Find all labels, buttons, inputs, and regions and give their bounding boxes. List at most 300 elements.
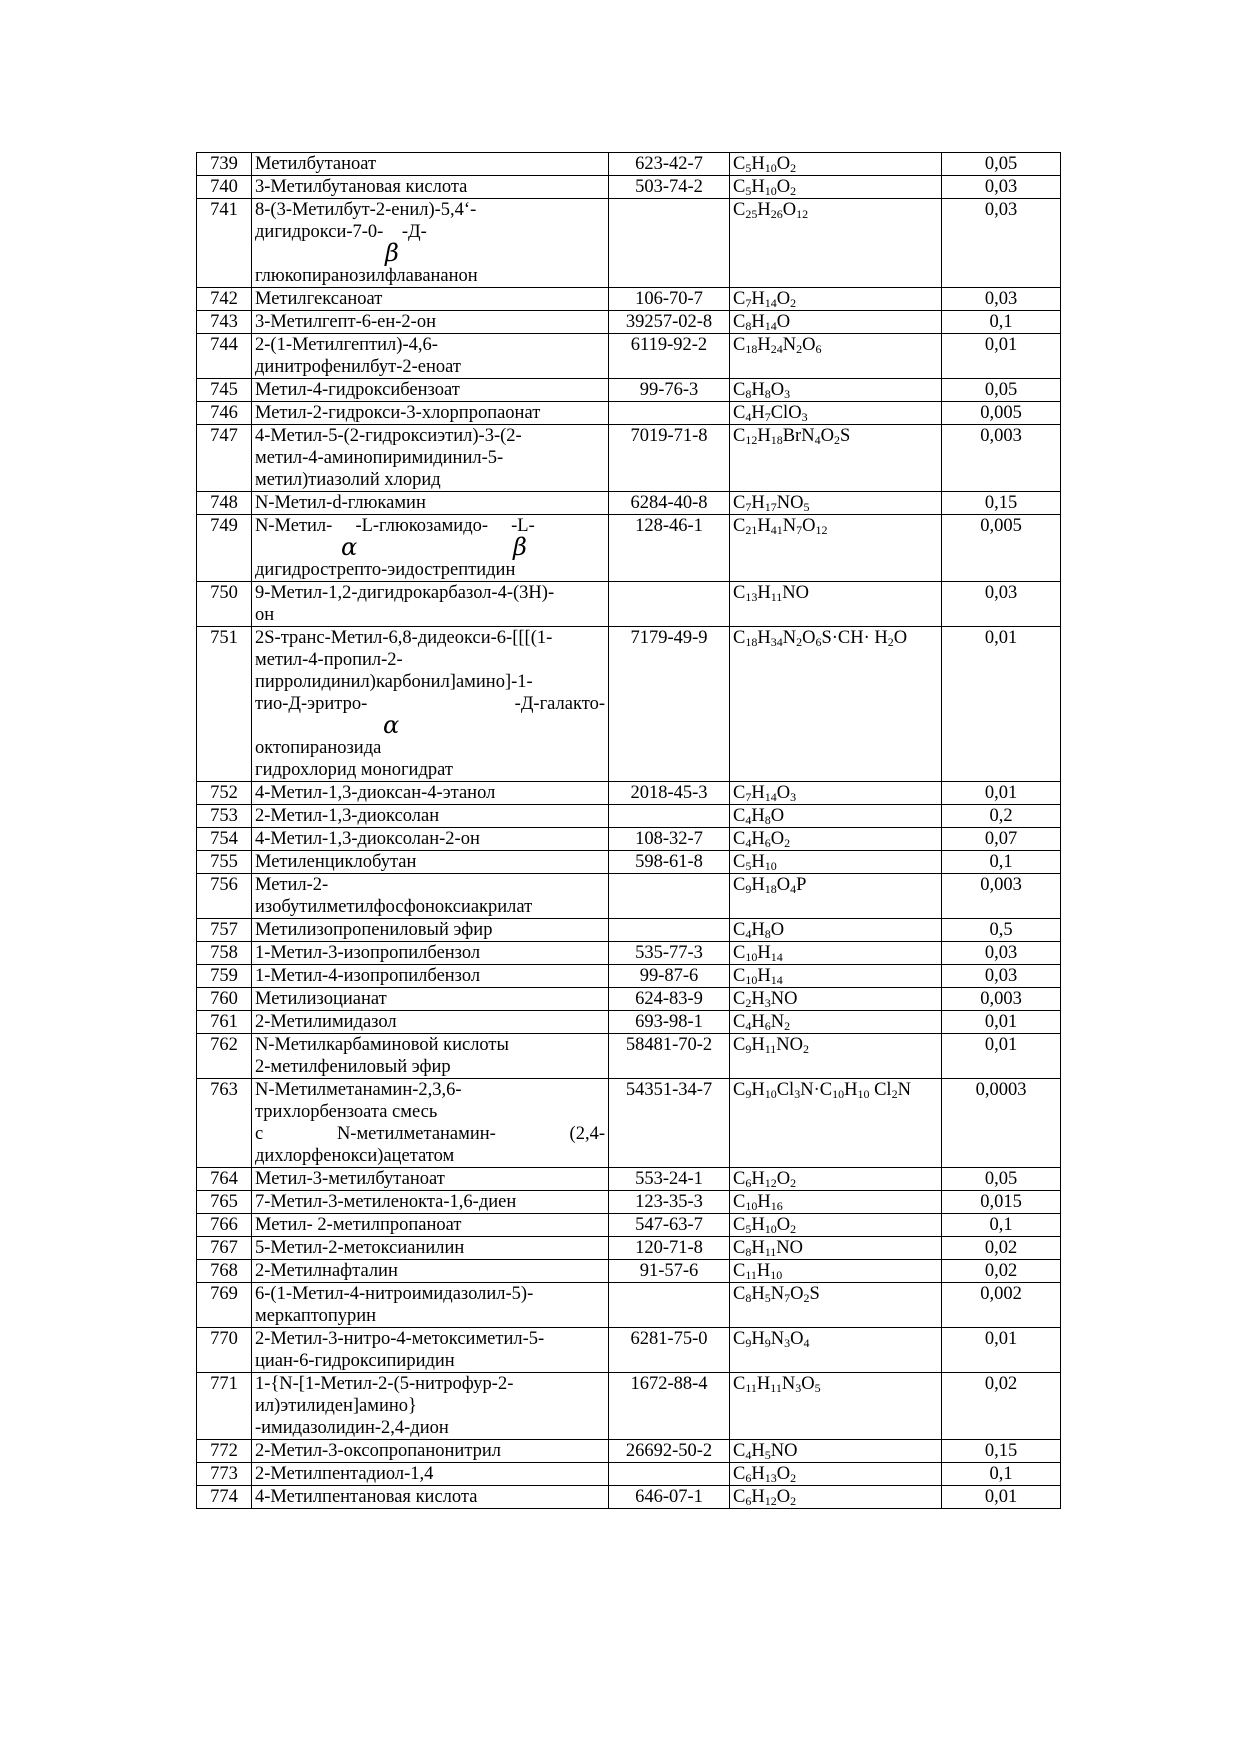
name-part: с — [255, 1124, 264, 1144]
formula-subscript: 7 — [745, 296, 752, 310]
formula-symbol: ClO — [770, 403, 802, 423]
row-number: 767 — [197, 1237, 252, 1260]
name-line: Метиленциклобутан — [255, 852, 417, 872]
concentration-value: 0,03 — [942, 288, 1061, 311]
cas-number: 39257-02-8 — [609, 311, 730, 334]
formula-symbol: O — [801, 1374, 815, 1394]
concentration-value: 0,1 — [942, 1214, 1061, 1237]
cas-number: 1672-88-4 — [609, 1373, 730, 1440]
name-line: Метил-2-гидрокси-3-хлорпропаонат — [255, 403, 541, 423]
formula-subscript: 14 — [770, 950, 783, 964]
molecular-formula — [730, 492, 942, 515]
formula-symbol: H — [751, 1329, 765, 1349]
molecular-formula — [730, 334, 942, 379]
formula-symbol: BrN — [782, 426, 815, 446]
formula-symbol: C — [733, 312, 746, 332]
formula-symbol: C — [733, 1215, 746, 1235]
molecular-formula — [730, 874, 942, 919]
formula-symbol: O — [776, 783, 791, 803]
table-row — [197, 919, 1061, 942]
formula-symbol: NO — [782, 583, 810, 603]
formula-symbol: H — [757, 1192, 771, 1212]
substance-name — [252, 1011, 609, 1034]
name-line: 4-Метил-1,3-диоксолан-2-он — [255, 829, 480, 849]
cas-number — [609, 402, 730, 425]
formula-symbol: H — [751, 380, 765, 400]
table-row — [197, 1168, 1061, 1191]
formula-subscript: 9 — [764, 1336, 771, 1350]
molecular-formula — [730, 176, 942, 199]
formula-subscript: 5 — [745, 859, 752, 873]
cas-number: 646-07-1 — [609, 1486, 730, 1509]
row-number: 739 — [197, 153, 252, 176]
concentration-value: 0,005 — [942, 515, 1061, 582]
formula-subscript: 3 — [784, 1336, 791, 1350]
formula-subscript: 6 — [764, 836, 771, 850]
formula-symbol: H — [751, 1487, 765, 1507]
substance-name — [252, 334, 609, 379]
name-line: 2S-транс-Метил-6,8-дидеокси-6-[[[(1- — [255, 628, 553, 648]
row-number: 741 — [197, 199, 252, 288]
formula-symbol: O — [770, 806, 785, 826]
molecular-formula — [730, 199, 942, 288]
molecular-formula — [730, 1214, 942, 1237]
table-row — [197, 874, 1061, 919]
name-line: Метил-4-гидроксибензоат — [255, 380, 460, 400]
table-row — [197, 1034, 1061, 1079]
formula-subscript: 2 — [887, 635, 894, 649]
concentration-value: 0,01 — [942, 334, 1061, 379]
name-line: -имидазолидин-2,4-дион — [255, 1418, 449, 1438]
formula-symbol: H — [757, 200, 771, 220]
concentration-value: 0,01 — [942, 627, 1061, 782]
formula-subscript: 10 — [764, 161, 777, 175]
formula-subscript: 5 — [814, 1381, 821, 1395]
molecular-formula — [730, 988, 942, 1011]
row-number: 770 — [197, 1328, 252, 1373]
formula-subscript: 14 — [770, 973, 783, 987]
name-line: 2-Метилнафталин — [255, 1261, 398, 1281]
substance-table — [196, 152, 1061, 1509]
molecular-formula — [730, 1440, 942, 1463]
molecular-formula — [730, 515, 942, 582]
formula-subscript: 2 — [790, 296, 797, 310]
formula-symbol: C — [733, 516, 746, 536]
formula-symbol: O — [770, 920, 785, 940]
formula-symbol: N — [770, 1012, 785, 1032]
concentration-value: 0,15 — [942, 1440, 1061, 1463]
substance-name — [252, 1260, 609, 1283]
substance-name — [252, 492, 609, 515]
formula-symbol: S·CH· H — [821, 628, 888, 648]
formula-subscript: 10 — [745, 950, 758, 964]
formula-subscript: 2 — [790, 184, 797, 198]
name-line: 2-(1-Метилгептил)-4,6- — [255, 335, 438, 355]
formula-symbol: H — [756, 1374, 771, 1394]
formula-subscript: 3 — [801, 410, 808, 424]
table-row — [197, 1440, 1061, 1463]
name-line: Метилизоцианат — [255, 989, 387, 1009]
formula-symbol: H — [757, 426, 771, 446]
formula-subscript: 5 — [745, 161, 752, 175]
table-row — [197, 199, 1061, 288]
cas-number: 91-57-6 — [609, 1260, 730, 1283]
table-row — [197, 1011, 1061, 1034]
formula-subscript: 7 — [745, 790, 752, 804]
greek-symbol: α — [383, 711, 400, 739]
table-row — [197, 1191, 1061, 1214]
cas-number — [609, 1283, 730, 1328]
concentration-value: 0,1 — [942, 1463, 1061, 1486]
row-number: 771 — [197, 1373, 252, 1440]
row-number: 768 — [197, 1260, 252, 1283]
table-row — [197, 515, 1061, 582]
molecular-formula — [730, 1079, 942, 1168]
substance-name — [252, 988, 609, 1011]
formula-subscript: 2 — [790, 1222, 797, 1236]
formula-symbol: C — [733, 1080, 746, 1100]
formula-subscript: 25 — [745, 207, 758, 221]
molecular-formula — [730, 425, 942, 492]
formula-subscript: 41 — [770, 523, 783, 537]
table-row — [197, 425, 1061, 492]
concentration-value: 0,0003 — [942, 1079, 1061, 1168]
formula-symbol: C — [733, 875, 746, 895]
formula-subscript: 11 — [745, 1268, 757, 1282]
row-number: 774 — [197, 1486, 252, 1509]
formula-symbol: C — [733, 583, 746, 603]
name-line: 3-Метилбутановая кислота — [255, 177, 468, 197]
name-line: 3-Метилгепт-6-ен-2-он — [255, 312, 436, 332]
table-body — [197, 153, 1061, 1509]
cas-number: 553-24-1 — [609, 1168, 730, 1191]
cas-number: 26692-50-2 — [609, 1440, 730, 1463]
name-line: Метилбутаноат — [255, 154, 377, 174]
formula-subscript: 8 — [745, 1245, 752, 1259]
formula-symbol: O — [776, 154, 791, 174]
formula-subscript: 9 — [745, 882, 752, 896]
molecular-formula — [730, 1011, 942, 1034]
formula-symbol: C — [733, 1169, 746, 1189]
row-number: 749 — [197, 515, 252, 582]
formula-symbol: H — [757, 628, 771, 648]
molecular-formula — [730, 379, 942, 402]
concentration-value: 0,05 — [942, 379, 1061, 402]
formula-subscript: 4 — [790, 882, 797, 896]
formula-symbol: O — [776, 312, 791, 332]
cas-number: 624-83-9 — [609, 988, 730, 1011]
formula-symbol: NO — [770, 989, 798, 1009]
molecular-formula — [730, 1034, 942, 1079]
formula-symbol: H — [751, 403, 765, 423]
formula-symbol: C — [733, 1329, 746, 1349]
formula-symbol: H — [751, 852, 765, 872]
formula-subscript: 18 — [745, 635, 758, 649]
row-number: 743 — [197, 311, 252, 334]
formula-symbol: O — [770, 829, 785, 849]
table-row — [197, 1283, 1061, 1328]
formula-symbol: O — [820, 426, 834, 446]
greek-symbol-line — [255, 533, 605, 561]
formula-symbol: N — [770, 1284, 785, 1304]
row-number: 750 — [197, 582, 252, 627]
table-row — [197, 176, 1061, 199]
molecular-formula — [730, 851, 942, 874]
formula-subscript: 3 — [764, 996, 771, 1010]
table-row — [197, 942, 1061, 965]
cas-number: 58481-70-2 — [609, 1034, 730, 1079]
name-line: метил)тиазолий хлорид — [255, 470, 441, 490]
table-row — [197, 988, 1061, 1011]
formula-subscript: 10 — [764, 1087, 777, 1101]
cas-number: 7179-49-9 — [609, 627, 730, 782]
formula-symbol: Cl — [776, 1080, 795, 1100]
formula-subscript: 14 — [764, 319, 777, 333]
formula-subscript: 9 — [745, 1042, 752, 1056]
formula-symbol: H — [751, 783, 765, 803]
cas-number: 6284-40-8 — [609, 492, 730, 515]
cas-number — [609, 874, 730, 919]
formula-subscript: 2 — [803, 1042, 810, 1056]
row-number: 755 — [197, 851, 252, 874]
row-number: 759 — [197, 965, 252, 988]
molecular-formula — [730, 288, 942, 311]
concentration-value: 0,01 — [942, 1328, 1061, 1373]
formula-symbol: N — [897, 1080, 911, 1100]
concentration-value: 0,01 — [942, 1034, 1061, 1079]
name-line: Метил- 2-метилпропаноат — [255, 1215, 462, 1235]
formula-subscript: 6 — [745, 1494, 752, 1508]
table-row — [197, 805, 1061, 828]
concentration-value: 0,01 — [942, 1011, 1061, 1034]
formula-symbol: N — [782, 628, 797, 648]
formula-symbol: C — [733, 1035, 746, 1055]
name-line: 2-Метил-3-нитро-4-метоксиметил-5- — [255, 1329, 545, 1349]
table-row — [197, 1463, 1061, 1486]
formula-symbol: C — [733, 829, 746, 849]
name-line: ил)этилиден]амино} — [255, 1396, 417, 1416]
concentration-value: 0,1 — [942, 311, 1061, 334]
formula-symbol: O — [802, 335, 816, 355]
formula-subscript: 2 — [796, 635, 803, 649]
concentration-value: 0,01 — [942, 1486, 1061, 1509]
name-line: метил-4-аминопиримидинил-5- — [255, 448, 504, 468]
formula-symbol: H — [751, 806, 765, 826]
name-line — [255, 1123, 605, 1145]
formula-symbol: C — [733, 1192, 746, 1212]
formula-symbol: C — [733, 335, 746, 355]
substance-name — [252, 1034, 609, 1079]
formula-subscript: 13 — [745, 590, 758, 604]
formula-symbol: C — [733, 783, 746, 803]
formula-symbol: O — [776, 1169, 791, 1189]
formula-subscript: 5 — [745, 184, 752, 198]
formula-subscript: 10 — [764, 184, 777, 198]
concentration-value: 0,02 — [942, 1373, 1061, 1440]
cas-number: 54351-34-7 — [609, 1079, 730, 1168]
molecular-formula — [730, 919, 942, 942]
name-line: пирролидинил)карбонил]амино]-1- — [255, 672, 533, 692]
row-number: 742 — [197, 288, 252, 311]
name-line: 1-Метил-3-изопропилбензол — [255, 943, 481, 963]
name-line: 4-Метил-1,3-диоксан-4-этанол — [255, 783, 496, 803]
formula-subscript: 9 — [745, 1087, 752, 1101]
row-number: 751 — [197, 627, 252, 782]
cas-number — [609, 582, 730, 627]
formula-symbol: C — [733, 806, 746, 826]
row-number: 752 — [197, 782, 252, 805]
concentration-value: 0,05 — [942, 153, 1061, 176]
substance-name — [252, 1191, 609, 1214]
formula-symbol: H — [751, 154, 765, 174]
formula-symbol: H — [751, 1464, 765, 1484]
formula-subscript: 6 — [815, 635, 822, 649]
cas-number: 693-98-1 — [609, 1011, 730, 1034]
table-row — [197, 1486, 1061, 1509]
formula-symbol: C — [733, 403, 746, 423]
substance-name — [252, 379, 609, 402]
row-number: 764 — [197, 1168, 252, 1191]
name-line: глюкопиранозилфлавананон — [255, 266, 478, 286]
name-line: 4-Метилпентановая кислота — [255, 1487, 478, 1507]
formula-subscript: 2 — [745, 996, 752, 1010]
cas-number: 6281-75-0 — [609, 1328, 730, 1373]
formula-symbol: O — [776, 289, 791, 309]
formula-symbol: H — [751, 875, 765, 895]
formula-subscript: 9 — [745, 1336, 752, 1350]
formula-symbol: H — [751, 829, 765, 849]
cas-number: 120-71-8 — [609, 1237, 730, 1260]
formula-subscript: 4 — [745, 410, 752, 424]
formula-symbol: O — [802, 516, 816, 536]
molecular-formula — [730, 1260, 942, 1283]
formula-symbol: C — [733, 154, 746, 174]
molecular-formula — [730, 582, 942, 627]
concentration-value: 0,03 — [942, 176, 1061, 199]
substance-name — [252, 805, 609, 828]
cas-number — [609, 1463, 730, 1486]
row-number: 753 — [197, 805, 252, 828]
cas-number: 108-32-7 — [609, 828, 730, 851]
cas-number: 123-35-3 — [609, 1191, 730, 1214]
substance-name — [252, 1237, 609, 1260]
cas-number: 535-77-3 — [609, 942, 730, 965]
name-line: Метил-2- — [255, 875, 329, 895]
formula-subscript: 2 — [790, 161, 797, 175]
concentration-value: 0,05 — [942, 1168, 1061, 1191]
formula-subscript: 17 — [764, 500, 777, 514]
formula-symbol: NO — [770, 1441, 798, 1461]
formula-subscript: 8 — [745, 387, 752, 401]
formula-symbol: NO — [776, 1035, 804, 1055]
row-number: 740 — [197, 176, 252, 199]
name-line: 4-Метил-5-(2-гидроксиэтил)-3-(2- — [255, 426, 522, 446]
formula-subscript: 3 — [795, 1381, 802, 1395]
formula-symbol: O — [790, 1284, 804, 1304]
molecular-formula — [730, 965, 942, 988]
greek-symbol-line — [255, 239, 605, 267]
formula-subscript: 18 — [770, 433, 783, 447]
greek-symbol: α — [341, 533, 358, 561]
substance-name — [252, 1373, 609, 1440]
cas-number — [609, 805, 730, 828]
name-line: 7-Метил-3-метиленокта-1,6-диен — [255, 1192, 517, 1212]
name-line: изобутилметилфосфоноксиакрилат — [255, 897, 533, 917]
row-number: 747 — [197, 425, 252, 492]
formula-symbol: O — [776, 1487, 791, 1507]
formula-subscript: 6 — [745, 1176, 752, 1190]
name-line: меркаптопурин — [255, 1306, 377, 1326]
table-row — [197, 288, 1061, 311]
formula-subscript: 11 — [770, 590, 783, 604]
substance-name — [252, 582, 609, 627]
formula-symbol: H — [757, 583, 771, 603]
formula-subscript: 5 — [764, 1448, 771, 1462]
cas-number: 99-87-6 — [609, 965, 730, 988]
molecular-formula — [730, 1463, 942, 1486]
formula-symbol: Cl — [869, 1080, 892, 1100]
table-row — [197, 402, 1061, 425]
substance-name — [252, 199, 609, 288]
table-row — [197, 1237, 1061, 1260]
row-number: 756 — [197, 874, 252, 919]
formula-subscript: 8 — [764, 927, 771, 941]
cas-number: 7019-71-8 — [609, 425, 730, 492]
formula-symbol: H — [757, 335, 771, 355]
formula-symbol: H — [751, 289, 765, 309]
name-line: N-Метилкарбаминовой кислоты — [255, 1035, 509, 1055]
row-number: 773 — [197, 1463, 252, 1486]
name-line: 2-Метил-3-оксопропанонитрил — [255, 1441, 502, 1461]
row-number: 744 — [197, 334, 252, 379]
formula-subscript: 12 — [764, 1176, 777, 1190]
substance-name — [252, 1486, 609, 1509]
formula-subscript: 4 — [745, 1448, 752, 1462]
molecular-formula — [730, 1373, 942, 1440]
cas-number: 6119-92-2 — [609, 334, 730, 379]
formula-subscript: 7 — [745, 500, 752, 514]
table-row — [197, 582, 1061, 627]
concentration-value: 0,02 — [942, 1260, 1061, 1283]
formula-symbol: N — [781, 1374, 796, 1394]
table-row — [197, 153, 1061, 176]
formula-subscript: 3 — [794, 1087, 801, 1101]
name-line: N-Метил-d-глюкамин — [255, 493, 426, 513]
concentration-value: 0,01 — [942, 782, 1061, 805]
substance-name — [252, 1168, 609, 1191]
cas-number — [609, 199, 730, 288]
cas-number: 2018-45-3 — [609, 782, 730, 805]
concentration-value: 0,02 — [942, 1237, 1061, 1260]
formula-subscript: 8 — [764, 813, 771, 827]
formula-subscript: 5 — [764, 1291, 771, 1305]
name-line: метил-4-пропил-2- — [255, 650, 403, 670]
row-number: 765 — [197, 1191, 252, 1214]
formula-symbol: S — [839, 426, 851, 446]
name-line: 9-Метил-1,2-дигидрокарбазол-4-(3Н)- — [255, 583, 555, 603]
formula-subscript: 4 — [814, 433, 821, 447]
formula-subscript: 34 — [770, 635, 783, 649]
concentration-value: 0,2 — [942, 805, 1061, 828]
formula-symbol: C — [733, 1012, 746, 1032]
cas-number: 598-61-8 — [609, 851, 730, 874]
name-part: -Д-галакто- — [514, 694, 605, 714]
formula-symbol: P — [796, 875, 807, 895]
formula-symbol: O — [782, 200, 797, 220]
formula-symbol: C — [733, 200, 746, 220]
formula-subscript: 13 — [764, 1471, 777, 1485]
formula-symbol: H — [751, 1284, 765, 1304]
